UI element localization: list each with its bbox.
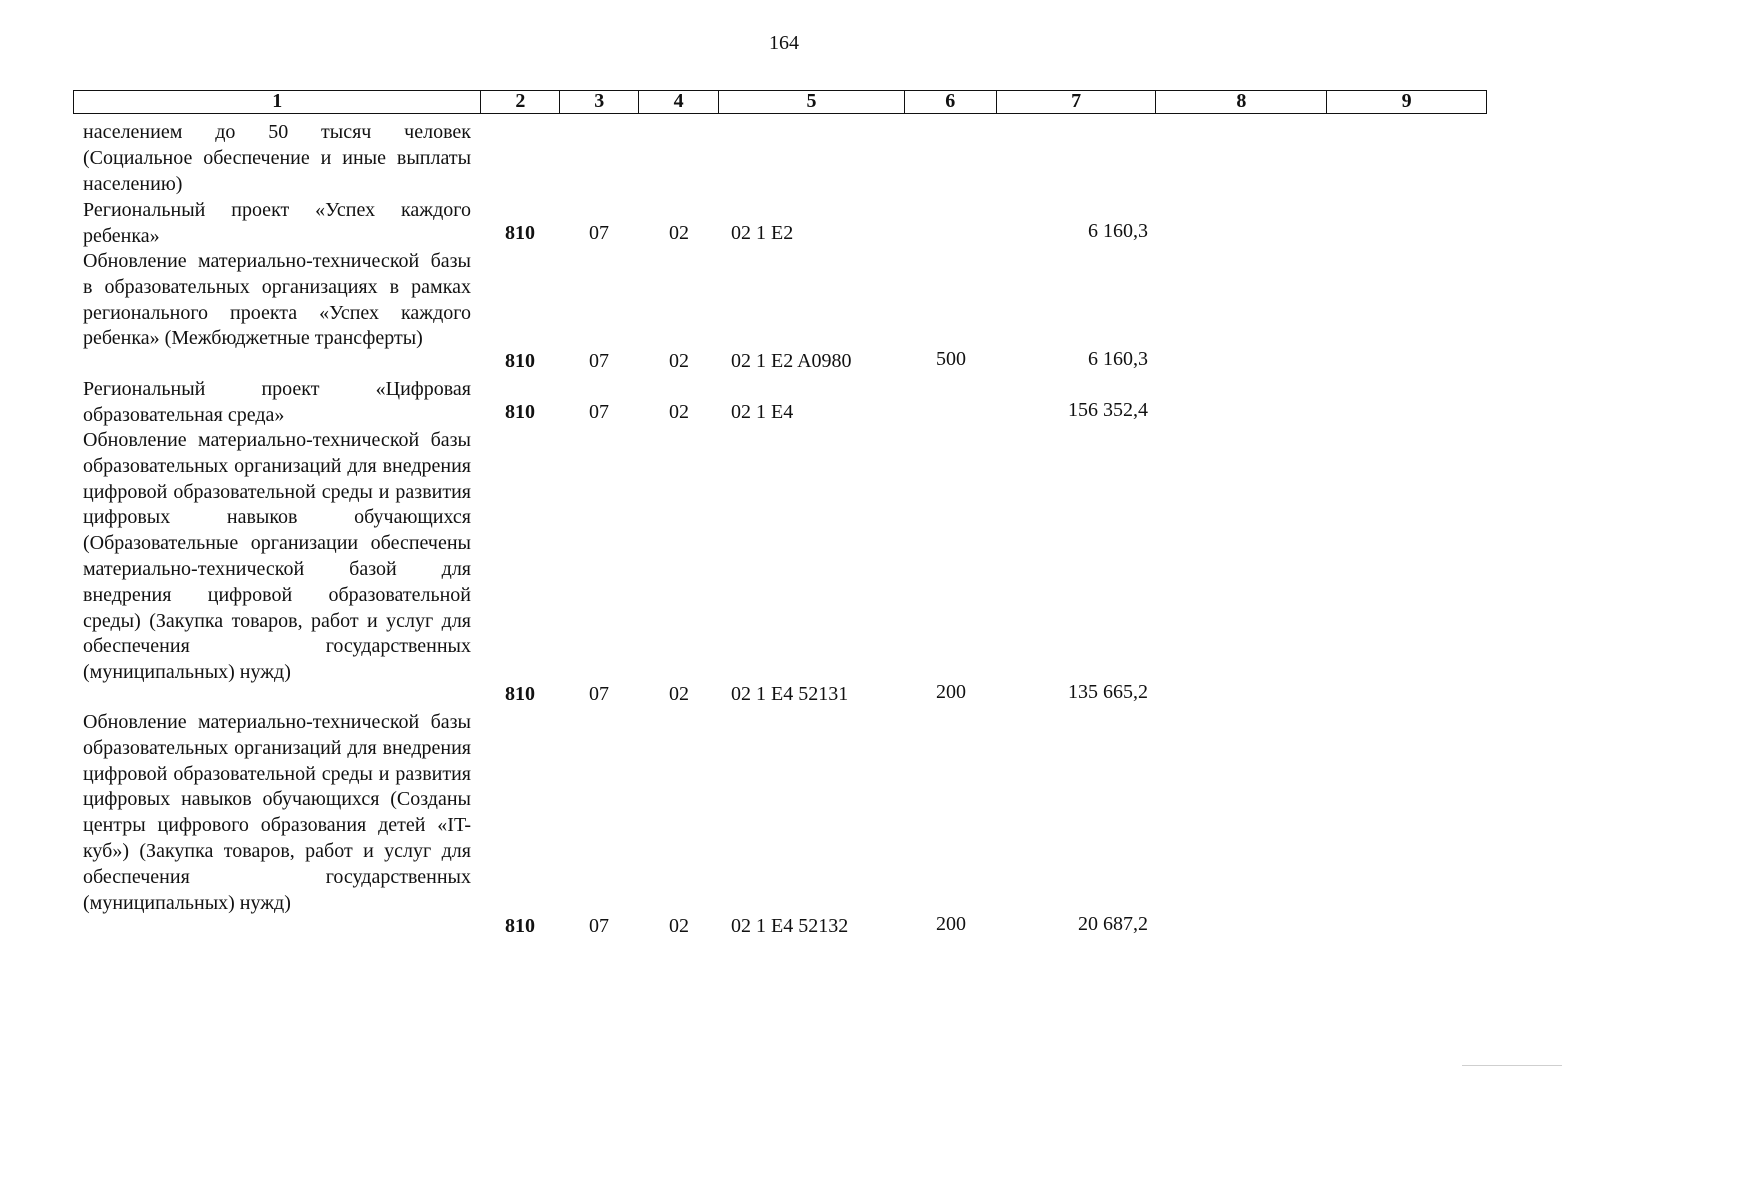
row-2-col-7: 6 160,3 (1088, 348, 1148, 370)
row-4-col-7: 135 665,2 (1068, 681, 1148, 703)
row-1-col-4: 02 (669, 222, 689, 244)
row-1-description: Региональный проект «Успех каждого ребенка» (83, 199, 471, 247)
row-4-col-4: 02 (669, 683, 689, 705)
header-col-6: 6 (905, 91, 997, 113)
row-1-col-5: 02 1 E2 (731, 222, 794, 244)
row-1-col-3: 07 (589, 222, 609, 244)
header-col-4: 4 (639, 91, 719, 113)
header-col-7: 7 (997, 91, 1157, 113)
row-0-description: населением до 50 тысяч человек (Социальное обеспечение и иные выплаты населению) (83, 121, 471, 195)
row-3-col-4: 02 (669, 401, 689, 423)
scan-artifact-line (1462, 1065, 1562, 1066)
row-5-col-2: 810 (505, 915, 535, 937)
row-2-col-6: 500 (936, 348, 966, 370)
row-3-col-5: 02 1 E4 (731, 401, 794, 423)
row-2-col-5: 02 1 E2 A0980 (731, 350, 852, 372)
header-col-5: 5 (719, 91, 905, 113)
row-4-col-3: 07 (589, 683, 609, 705)
row-4-col-6: 200 (936, 681, 966, 703)
row-2-col-2: 810 (505, 350, 535, 372)
table-header-row (73, 90, 1487, 114)
row-5-col-5: 02 1 E4 52132 (731, 915, 849, 937)
row-2-col-3: 07 (589, 350, 609, 372)
row-4-col-5: 02 1 E4 52131 (731, 683, 849, 705)
header-col-2: 2 (481, 91, 560, 113)
row-5-col-6: 200 (936, 913, 966, 935)
row-1-col-2: 810 (505, 222, 535, 244)
row-2-col-4: 02 (669, 350, 689, 372)
header-col-8: 8 (1156, 91, 1327, 113)
row-5-col-3: 07 (589, 915, 609, 937)
header-col-1: 1 (74, 91, 481, 113)
row-5-description: Обновление материально-технической базы образовательных организаций для внедрения цифровой образовательной среды и развития цифровых навыков обучающихся (Созданы центры цифрового образования детей «IT-куб») (Закупка товаров, работ и услуг для обеспечения государственных (муниципальных) нужд) (83, 711, 471, 914)
row-5-col-4: 02 (669, 915, 689, 937)
header-col-9: 9 (1401, 90, 1412, 112)
row-4-col-2: 810 (505, 683, 535, 705)
header-col-3: 3 (560, 91, 639, 113)
row-2-description: Обновление материально-технической базы в образовательных организациях в рамках регионального проекта «Успех каждого ребенка» (Межбюджетные трансферты) (83, 250, 471, 350)
page-number: 164 (769, 32, 799, 54)
row-1-col-7: 6 160,3 (1088, 220, 1148, 242)
row-4-description: Обновление материально-технической базы образовательных организаций для внедрения цифровой образовательной среды и развития цифровых навыков обучающихся (Образовательные организации обеспечены материально-технической базой для внедрения цифровой образовательной среды) (Закупка товаров, работ и услуг для обеспечения государственных (муниципальных) нужд) (83, 429, 471, 684)
row-3-col-2: 810 (505, 401, 535, 423)
row-3-col-3: 07 (589, 401, 609, 423)
row-3-col-7: 156 352,4 (1068, 399, 1148, 421)
row-5-col-7: 20 687,2 (1078, 913, 1148, 935)
row-3-description: Региональный проект «Цифровая образовательная среда» (83, 378, 471, 426)
